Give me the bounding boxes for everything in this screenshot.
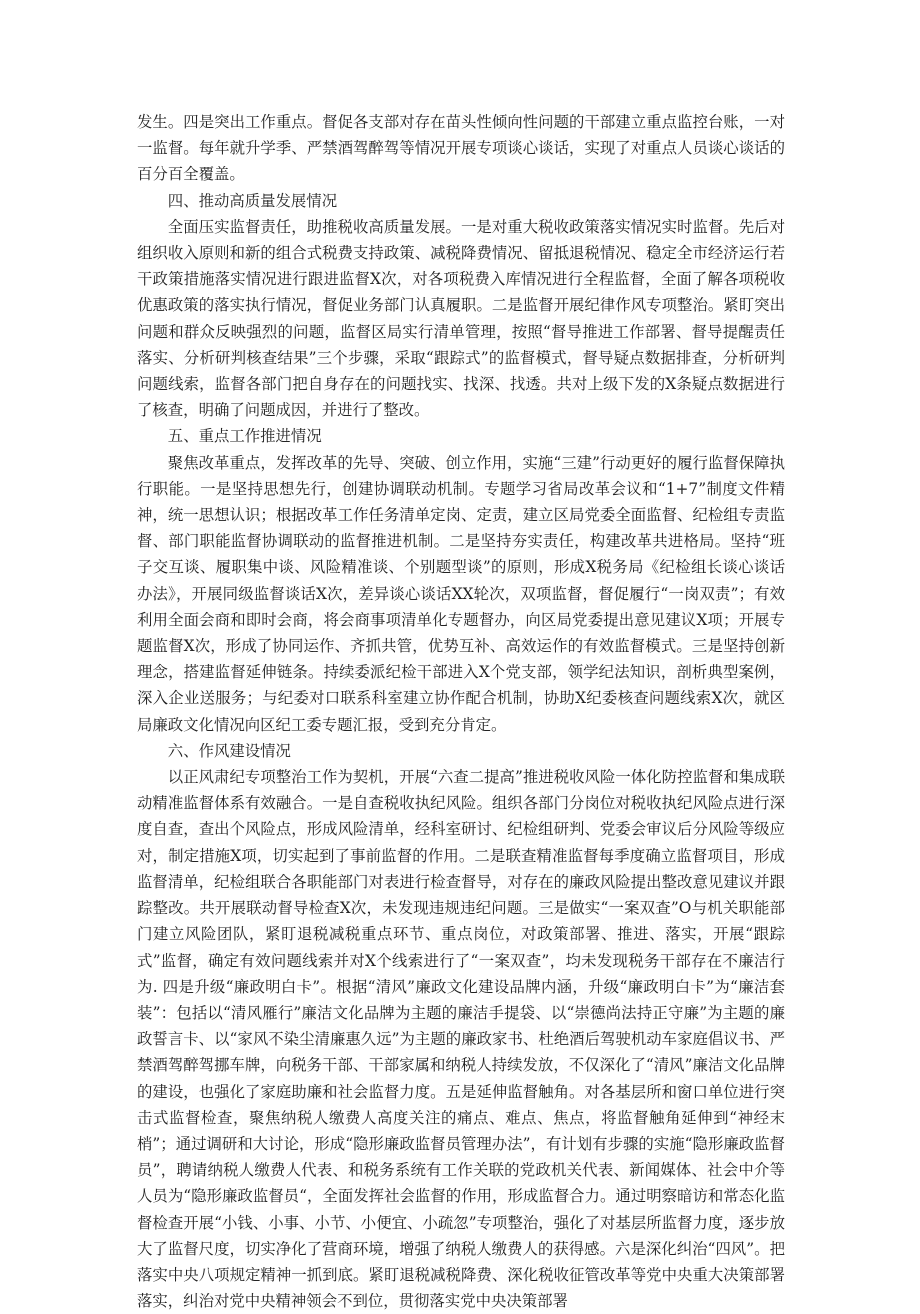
section-6-body: 以正风肃纪专项整治工作为契机，开展“六查二提高”推进税收风险一体化防控监督和集成联动精准监督体系有效融合。一是自查税收执纪风险。组织各部门分岗位对税收执纪风险点进行深度自查，查出个风险点，形成风险清单，经科室研讨、纪检组研判、党委会审议后分风险等级应对，制定措施X项，切实起到了事前监督的作用。二是联查精准监督每季度确立监督项目，形成监督清单，纪检组联合各职能部门对表进行检查督导，对存在的廉政风险提出整改意见建议并跟踪整改。共开展联动督导检查X次，未发现违规违纪问题。三是做实“一案双查”O与机关职能部门建立风险团队，紧盯退税减税重点环节、重点岗位，对政策部署、推进、落实，开展“跟踪式”监督，确定有效问题线索并对X个线索进行了“一案双查”，均未发现税务干部存在不廉洁行为. 四是升级“廉政明白卡”。根据“清风”廉政文化建设品牌内涵，升级“廉政明白卡”为“廉洁套装”：包括以“清风雁行”廉洁文化品牌为主题的廉洁手提袋、以“崇德尚法持正守廉”为主题的廉政誓言卡、以“家风不染尘清廉惠久远”为主题的廉政家书、杜绝酒后驾驶机动车家庭倡议书、严禁酒驾醉驾挪车牌，向税务干部、干部家属和纳税人持续发放，不仅深化了“清风”廉洁文化品牌的建设，也强化了家庭助廉和社会监督力度。五是延伸监督触角。对各基层所和窗口单位进行突击式监督检查，聚焦纳税人缴费人高度关注的痛点、难点、焦点，将监督触角延伸到“神经末梢”；通过调研和大讨论，形成“隐形廉政监督员管理办法”，有计划有步骤的实施“隐形廉政监督员”，聘请纳税人缴费人代表、和税务系统有工作关联的党政机关代表、新闻媒体、社会中介等人员为“隐形廉政监督员“，全面发挥社会监督的作用，形成监督合力。通过明察暗访和常态化监督检查开展“小钱、小事、小节、小便宜、小疏忽”专项整治，强化了对基层所监督力度，逐步放大了监督尺度，切实净化了营商环境，增强了纳税人缴费人的获得感。六是深化纠治“四风”。把落实中央八项规定精神一抓到底。紧盯退税减税降费、深化税收征管改革等党中央重大决策部署落实，纠治对党中央精神领会不到位，贯彻落实党中央决策部署 [137, 768, 785, 1311]
section-5-body: 聚焦改革重点，发挥改革的先导、突破、创立作用，实施“三建”行动更好的履行监督保障执行职能。一是坚持思想先行，创建协调联动机制。专题学习省局改革会议和“1+7”制度文件精神，统一思想认识；根据改革工作任务清单定岗、定责，建立区局党委全面监督、纪检组专责监督、部门职能监督协调联动的监督推进机制。二是坚持夯实责任，构建改革共进格局。坚持“班子交互谈、履职集中谈、风险精准谈、个别题型谈”的原则，形成X税务局《纪检组长谈心谈话办法》，开展同级监督谈话X次，差异谈心谈话XX轮次，双项监督，督促履行“一岗双责”；有效利用全面会商和即时会商，将会商事项清单化专题督办，向区局党委提出意见建议X项；开展专题监督X次，形成了协同运作、齐抓共管，优势互补、高效运作的有效监督模式。三是坚持创新理念，搭建监督延伸链条。持续委派纪检干部进入X个党支部，领学纪法知识，剖析典型案例，深入企业送服务；与纪委对口联系科室建立协作配合机制，协助X纪委核查问题线索X次，就区局廉政文化情况向区纪工委专题汇报，受到充分肯定。 [137, 453, 785, 734]
section-4-heading: 四、推动高质量发展情况 [167, 191, 338, 210]
section-5-heading: 五、重点工作推进情况 [167, 427, 322, 446]
section-6-heading: 六、作风建设情况 [167, 741, 291, 760]
document-page [137, 109, 785, 1314]
section-4-body: 全面压实监督责任，助推税收高质量发展。一是对重大税收政策落实情况实时监督。先后对组织收入原则和新的组合式税费支持政策、减税降费情况、留抵退税情况、稳定全市经济运行若干政策措施落实情况进行跟进监督X次，对各项税费入库情况进行全程监督，全面了解各项税收优惠政策的落实执行情况，督促业务部门认真履职。二是监督开展纪律作风专项整治。紧盯突出问题和群众反映强烈的问题，监督区局实行清单管理，按照“督导推进工作部署、督导提醒责任落实、分析研判核查结果”三个步骤，采取“跟踪式”的监督模式，督导疑点数据排查，分析研判问题线索，监督各部门把自身存在的问题找实、找深、找透。共对上级下发的X条疑点数据进行了核查，明确了问题成因，并进行了整改。 [137, 217, 785, 420]
intro-paragraph: 发生。四是突出工作重点。督促各支部对存在苗头性倾向性问题的干部建立重点监控台账，一对一监督。每年就升学季、严禁酒驾醉驾等情况开展专项谈心谈话，实现了对重点人员谈心谈话的百分百全覆盖。 [137, 113, 785, 184]
